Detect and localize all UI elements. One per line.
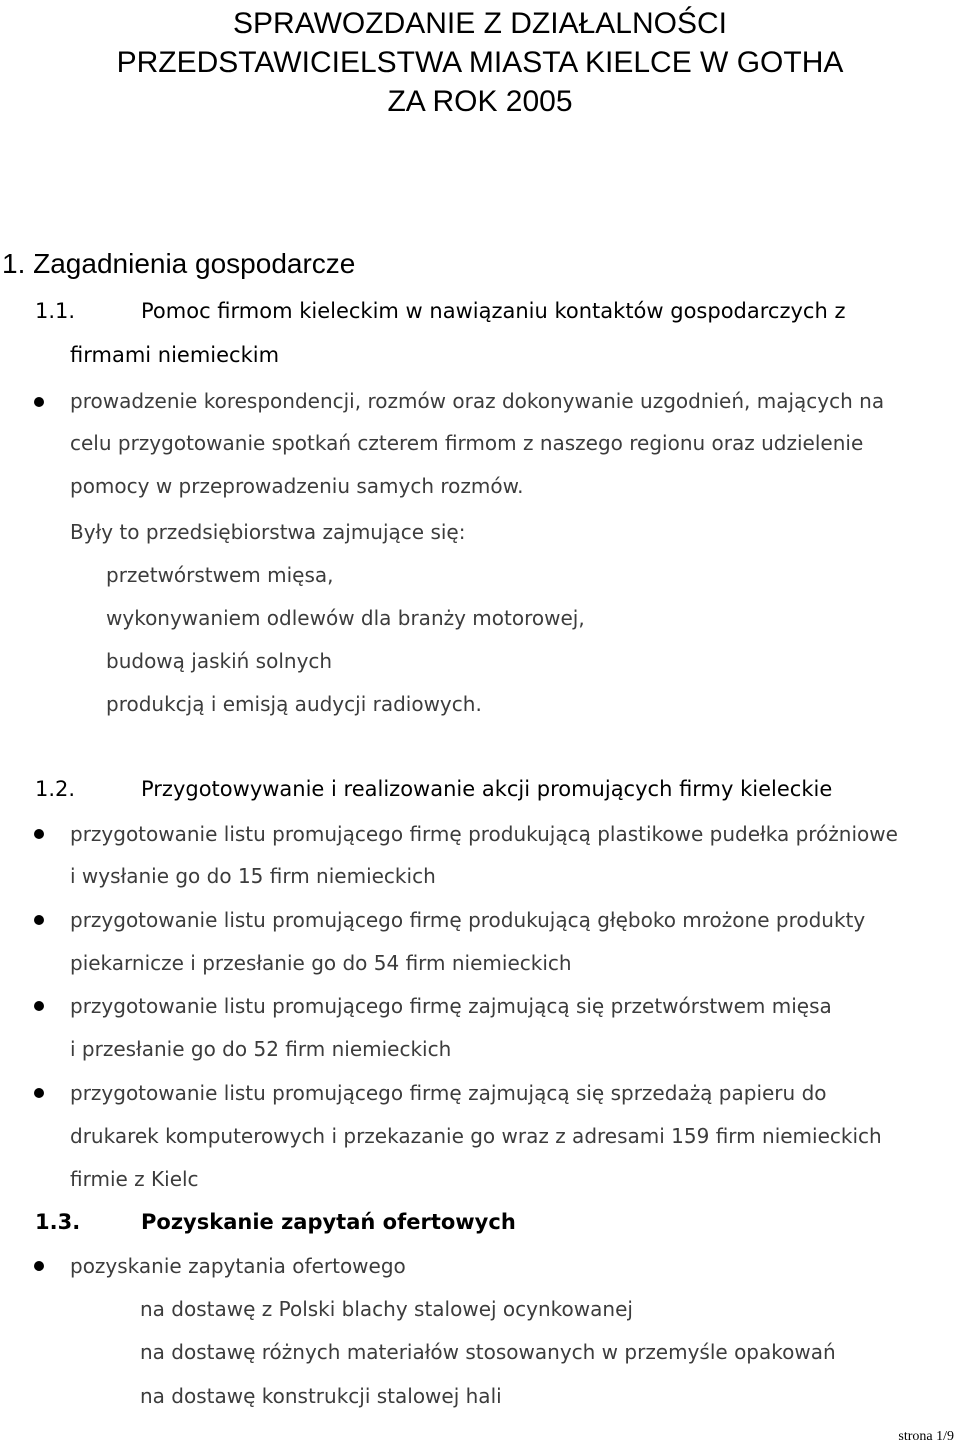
list-item-line: piekarnicze i przesłanie go do 54 firm niemieckich <box>70 951 572 975</box>
bullet-icon <box>34 915 44 925</box>
section-heading-1: 1. Zagadnienia gospodarcze <box>2 248 356 279</box>
section-title-1-1-cont: firmami niemieckim <box>70 343 280 367</box>
list-item-line: prowadzenie korespondencji, rozmów oraz dokonywanie uzgodnień, mających na <box>70 389 885 413</box>
document-title <box>0 4 960 121</box>
page-number: strona 1/9 <box>898 1429 954 1444</box>
bullet-icon <box>34 829 44 839</box>
section-number-1-2: 1.2. <box>35 777 76 801</box>
list-item-line: przygotowanie listu promującego firmę zajmującą się przetwórstwem mięsa <box>70 994 832 1018</box>
company-item: przetwórstwem mięsa, <box>106 563 334 587</box>
section-number-1-1: 1.1. <box>35 299 76 323</box>
bullet-icon <box>34 1001 44 1011</box>
company-item: produkcją i emisją audycji radiowych. <box>106 692 482 716</box>
company-item: wykonywaniem odlewów dla branży motorowej, <box>106 606 585 630</box>
list-item-line: drukarek komputerowych i przekazanie go wraz z adresami 159 firm niemieckich <box>70 1124 882 1148</box>
section-number-1-3: 1.3. <box>35 1210 81 1234</box>
inquiry-item: na dostawę konstrukcji stalowej hali <box>140 1384 502 1408</box>
company-item: budową jaskiń solnych <box>106 649 333 673</box>
section-title-1-1: Pomoc firmom kieleckim w nawiązaniu kontaktów gospodarczych z <box>141 299 846 323</box>
title-line-3: ZA ROK 2005 <box>387 85 573 118</box>
list-item-line: pomocy w przeprowadzeniu samych rozmów. <box>70 474 524 498</box>
list-item-line: przygotowanie listu promującego firmę produkującą głęboko mrożone produkty <box>70 908 866 932</box>
title-line-2: PRZEDSTAWICIELSTWA MIASTA KIELCE W GOTHA <box>116 46 844 79</box>
bullet-icon <box>34 397 44 407</box>
title-line-1: SPRAWOZDANIE Z DZIAŁALNOŚCI <box>233 7 727 40</box>
list-item-line: pozyskanie zapytania ofertowego <box>70 1254 406 1278</box>
list-item-line: przygotowanie listu promującego firmę zajmującą się sprzedażą papieru do <box>70 1081 827 1105</box>
list-item-line: i wysłanie go do 15 firm niemieckich <box>70 864 436 888</box>
companies-intro: Były to przedsiębiorstwa zajmujące się: <box>70 520 466 544</box>
bullet-icon <box>34 1261 44 1271</box>
inquiry-item: na dostawę różnych materiałów stosowanych w przemyśle opakowań <box>140 1340 836 1364</box>
section-title-1-3: Pozyskanie zapytań ofertowych <box>141 1210 516 1234</box>
list-item-line: przygotowanie listu promującego firmę produkującą plastikowe pudełka próżniowe <box>70 822 898 846</box>
list-item-line: i przesłanie go do 52 firm niemieckich <box>70 1037 452 1061</box>
section-title-1-2: Przygotowywanie i realizowanie akcji promujących firmy kieleckie <box>141 777 833 801</box>
list-item-line: firmie z Kielc <box>70 1167 199 1191</box>
list-item-line: celu przygotowanie spotkań czterem firmom z naszego regionu oraz udzielenie <box>70 431 864 455</box>
inquiry-item: na dostawę z Polski blachy stalowej ocynkowanej <box>140 1297 633 1321</box>
bullet-icon <box>34 1088 44 1098</box>
